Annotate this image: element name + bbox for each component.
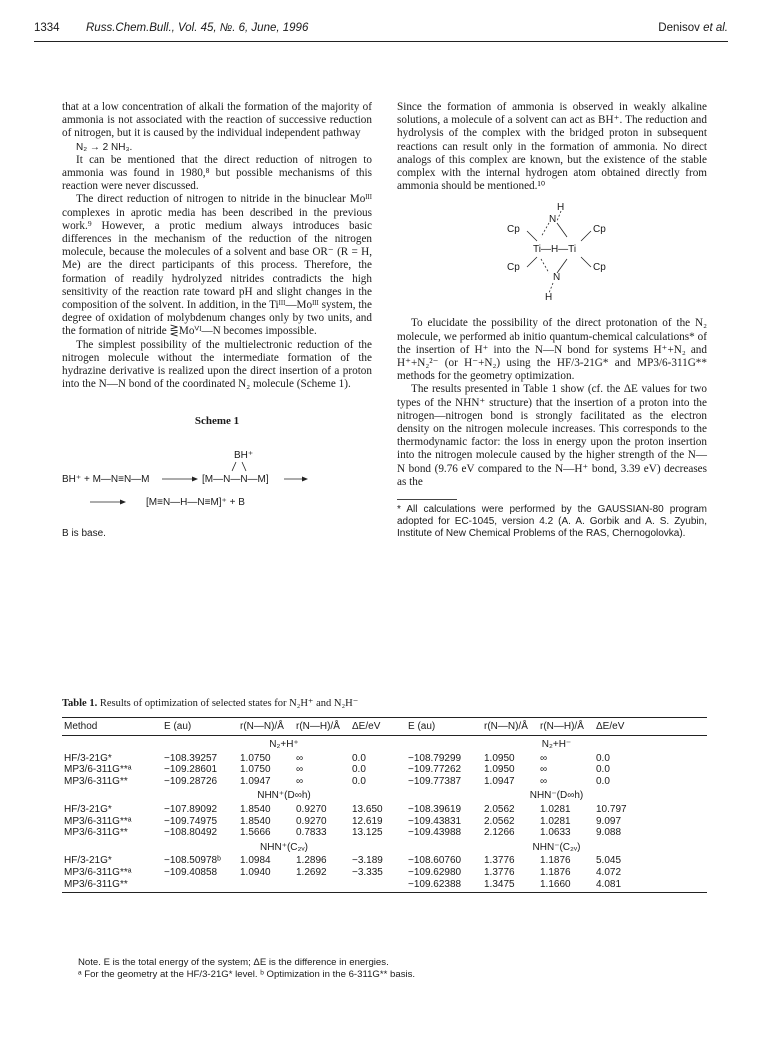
table-cell: −109.28726 [164,775,218,787]
table-cell: 13.650 [352,803,383,815]
table-cell: 0.0 [596,764,610,776]
table-cell: −109.43988 [408,827,462,839]
left-paragraph-3: The direct reduction of nitrogen to nitride in the binuclear Moᴵᴵᴵ complexes in aprotic media has been described in the previous work.⁹ However, a protic medium always introduces basic differences in the mechanism of the reduction of the nitrogen molecule, because the molecules of a solvent and base OR⁻ (R = H, Me) are the direct participants of this process. Therefore, the formation of readily hydrolyzed nitrides contradicts the high sensitivity of the reaction rate toward pH and slight changes in the composition of the solvent. In addition, in the Tiᴵᴵᴵ—Moᴵᴵᴵ system, the degree of oxidation of molybdenum changes only by two units, and the formation of nitride ⋛Moⱽᴵ—N becomes impossible. [62,193,372,338]
table-cell: HF/3-21G* [64,855,112,867]
table-cell: MP3/6-311G**ᵃ [64,815,132,827]
table-notes [78,957,415,981]
left-paragraph-2: It can be mentioned that the direct reduction of nitrogen to ammonia was found in 1980,⁸ but possible mechanisms of this reaction were never discussed. [62,153,372,193]
struct-cp-1: Cp [507,224,520,236]
struct-h-bottom: H [545,292,553,304]
section-title-row [62,736,707,753]
table-cell: 0.0 [352,764,366,776]
results-table [62,717,707,893]
author-header [658,22,728,34]
header-e: E (au) [162,718,238,736]
titanium-complex-structure [397,201,707,311]
table-cell: 1.1876 [540,866,571,878]
header-de-2: ΔE/eV [594,718,707,736]
table-cell: −108.60760 [408,855,462,867]
header-rnn: r(N—N)/Å [238,718,294,736]
table-cell: 1.8540 [240,803,271,815]
section-title-right: NHN⁻(D∞h) [529,790,584,802]
table-cell: MP3/6-311G**ᵃ [64,764,132,776]
table-cell: 1.1876 [540,855,571,867]
author-name: Denisov [658,22,700,34]
right-paragraph-2: To elucidate the possibility of the direct protonation of the N₂ molecule, we performed ab initio quantum-chemical calculations* of the insertion of H⁺ into the N—N bond for systems H⁺+N₂ and H⁺+N₂²⁻ (or H⁻+N₂) using the HF/3-21G* and MP3/6-311G** methods for the geometry optimization. [397,317,707,383]
table-cell: MP3/6-311G**ᵃ [64,866,132,878]
table-note-2: ᵃ For the geometry at the HF/3-21G* level. ᵇ Optimization in the 6-311G** basis. [78,969,416,980]
struct-cp-4: Cp [593,262,606,274]
table-cell [294,879,350,893]
table-cell: −109.74975 [164,815,218,827]
scheme-1 [62,429,372,523]
right-column [397,101,707,540]
table-cell: ∞ [540,775,548,787]
table-cell: 1.3776 [484,855,515,867]
table-cell: HF/3-21G* [64,752,112,764]
table-cell: −3.189 [352,855,383,867]
table-cell: 1.0947 [484,775,515,787]
table-cell: 1.3475 [482,879,538,893]
table-cell: 0.0 [596,752,610,764]
table-cell: −109.40858 [164,866,218,878]
table-cell: −109.43831 [408,815,462,827]
table-cell: ∞ [296,752,304,764]
table-cell: −3.335 [352,866,383,878]
section-title-row [62,839,707,856]
table-cell: 2.0562 [484,815,515,827]
table-cell [162,879,238,893]
section-title-right: N₂+H⁻ [541,739,572,750]
table-cell: MP3/6-311G** [62,879,162,893]
struct-ti-h-ti: Ti—H—Ti [533,244,577,256]
table-cell: 9.097 [596,815,622,827]
scheme-bh-label: BH⁺ [234,449,254,461]
journal-citation: Russ.Chem.Bull., Vol. 45, №. 6, June, 1996 [86,22,309,34]
scheme-note: B is base. [62,527,106,539]
table-cell [350,879,406,893]
header-rnh-2: r(N—H)/Å [538,718,594,736]
table-row [62,764,707,776]
header-method: Method [62,718,162,736]
table-cell: −109.28601 [164,764,218,776]
table-cell: 0.9270 [296,803,327,815]
table-cell: 1.0750 [240,764,271,776]
table-cell: 2.0562 [484,803,515,815]
table-cell: −109.77262 [408,764,462,776]
table-row [62,879,707,893]
table-cell: ∞ [540,752,548,764]
table-cell: 1.5666 [240,827,271,839]
table-cell: 1.0750 [240,752,271,764]
table-cell [238,879,294,893]
table-cell: −108.79299 [408,752,462,764]
table-cell: 0.0 [596,775,610,787]
table-cell: 1.0281 [540,815,571,827]
table-cell: 1.2896 [296,855,327,867]
table-section [62,736,707,788]
table-cell: −108.50978ᵇ [164,855,221,867]
table-cell: 10.797 [596,803,627,815]
table-cell: −108.39619 [408,803,462,815]
table-cell: 4.072 [596,866,622,878]
scheme-title: Scheme 1 [194,415,240,428]
table-row [62,804,707,816]
table-cell: 4.081 [594,879,707,893]
scheme-intermediate: [M—N—N—M] [202,473,269,485]
table-cell: 1.0950 [484,752,515,764]
et-al: et al. [703,22,728,34]
table-cell: 1.0940 [240,866,271,878]
table-cell: HF/3-21G* [64,803,112,815]
table-caption-text: Results of optimization of selected states for N₂H⁺ and N₂H⁻ [99,698,359,709]
table-cell: 9.088 [596,827,622,839]
scheme-reactants: BH⁺ + M—N≡N—M [62,473,150,485]
table-cell: 1.0281 [540,803,571,815]
table-row [62,867,707,879]
table-cell: 0.9270 [296,815,327,827]
table-cell: ∞ [296,764,304,776]
table-cell: 2.1266 [484,827,515,839]
left-column [62,101,372,540]
struct-h-top: H [557,202,565,214]
section-title-right: NHN⁻(C₂ᵥ) [532,841,581,853]
table-cell: 1.8540 [240,815,271,827]
table-cell: −107.89092 [164,803,218,815]
table-cell: −109.62980 [408,866,462,878]
table-row [62,816,707,828]
section-title-spacer [62,839,162,856]
table-cell: MP3/6-311G** [64,827,128,839]
table-cell: 1.0950 [484,764,515,776]
table-cell: 13.125 [352,827,383,839]
struct-cp-2: Cp [593,224,606,236]
table-cell: −108.80492 [164,827,218,839]
table-cell: 0.0 [352,775,366,787]
left-paragraph-4: The simplest possibility of the multielectronic reduction of the nitrogen molecule without the intermediate formation of the hydrazine derivative is realized upon the direct insertion of a proton into the N—N bond of the coordinated N₂ molecule (Scheme 1). [62,338,372,391]
table-cell: 1.0947 [240,775,271,787]
table-caption [62,697,358,709]
table-row [62,753,707,765]
table-header-row [62,718,707,736]
table-cell: ∞ [540,764,548,776]
reaction-equation: N₂ → 2 NH₃. [76,141,133,153]
section-title-spacer [62,787,162,804]
table-cell: ∞ [296,775,304,787]
struct-cp-3: Cp [507,262,520,274]
table-cell: −109.62388 [406,879,482,893]
right-paragraph-1: Since the formation of ammonia is observed in weakly alkaline solutions, a molecule of a solvent can act as BH⁺. The reduction and hydrolysis of the complex with the bridged proton in subsequent reactions can result only in the formation of ammonia. No direct analogs of this complex are known, but the existence of the stable complex with the internal hydrogen atom obtained directly from ammonia should be mentioned.¹⁰ [397,101,707,193]
section-title-left: NHN⁺(D∞h) [257,790,311,802]
table-cell: −108.39257 [164,752,218,764]
section-title-row [62,787,707,804]
section-title-left: NHN⁺(C₂ᵥ) [260,841,308,853]
table-cell: 1.0984 [240,855,271,867]
table-cell: 0.7833 [296,827,327,839]
table-caption-label: Table 1. [62,698,98,709]
table-row [62,855,707,867]
page-number: 1334 [34,22,60,34]
section-title-left: N₂+H⁺ [269,739,299,750]
header-rule [34,41,728,42]
header-de: ΔE/eV [350,718,406,736]
struct-n-top: N [549,214,557,226]
table-cell: 1.0633 [540,827,571,839]
header-rnn-2: r(N—N)/Å [482,718,538,736]
table-note-1: Note. E is the total energy of the system; ΔE is the difference in energies. [78,957,389,968]
table-row [62,776,707,788]
footnote-rule [397,499,457,500]
header-e-2: E (au) [406,718,482,736]
scheme-product: [M≡N—H—N≡M]⁺ + B [146,496,245,508]
struct-n-bottom: N [553,272,561,284]
header-rnh: r(N—H)/Å [294,718,350,736]
footnote: * All calculations were performed by the GAUSSIAN-80 program adopted for EC-1045, version 4.2 (A. A. Gorbik and A. S. Zyubin, Institute of New Chemical Problems of the RAS, Chernogolovka). [397,504,707,540]
right-paragraph-3: The results presented in Table 1 show (cf. the ΔE values for two types of the NHN⁺ structure) that the insertion of a proton into the nitrogen—nitrogen bond is strongly facilitated as the electron density on the nitrogen molecule increases. This corresponds to the thermodynamic factor: the loss in energy upon the proton insertion into the nitrogen molecule caused by the higher strength of the N—N bond (9.76 eV compared to the N—H⁺ bond, 3.39 eV) decreases as the [397,383,707,488]
table-cell: 1.1660 [538,879,594,893]
table-section [62,839,707,893]
table-cell: 12.619 [352,815,383,827]
table-row [62,827,707,839]
table-cell: MP3/6-311G** [64,775,128,787]
table-cell: 0.0 [352,752,366,764]
left-paragraph-1: that at a low concentration of alkali the formation of the majority of ammonia is not associated with the reaction of successive reduction of nitrogen, but it is caused by the individual independent pathway [62,101,372,140]
table-cell: −109.77387 [408,775,462,787]
section-title-spacer [62,736,162,753]
table-section [62,787,707,838]
table-cell: 1.3776 [484,866,515,878]
table-cell: 5.045 [596,855,622,867]
table-cell: 1.2692 [296,866,327,878]
